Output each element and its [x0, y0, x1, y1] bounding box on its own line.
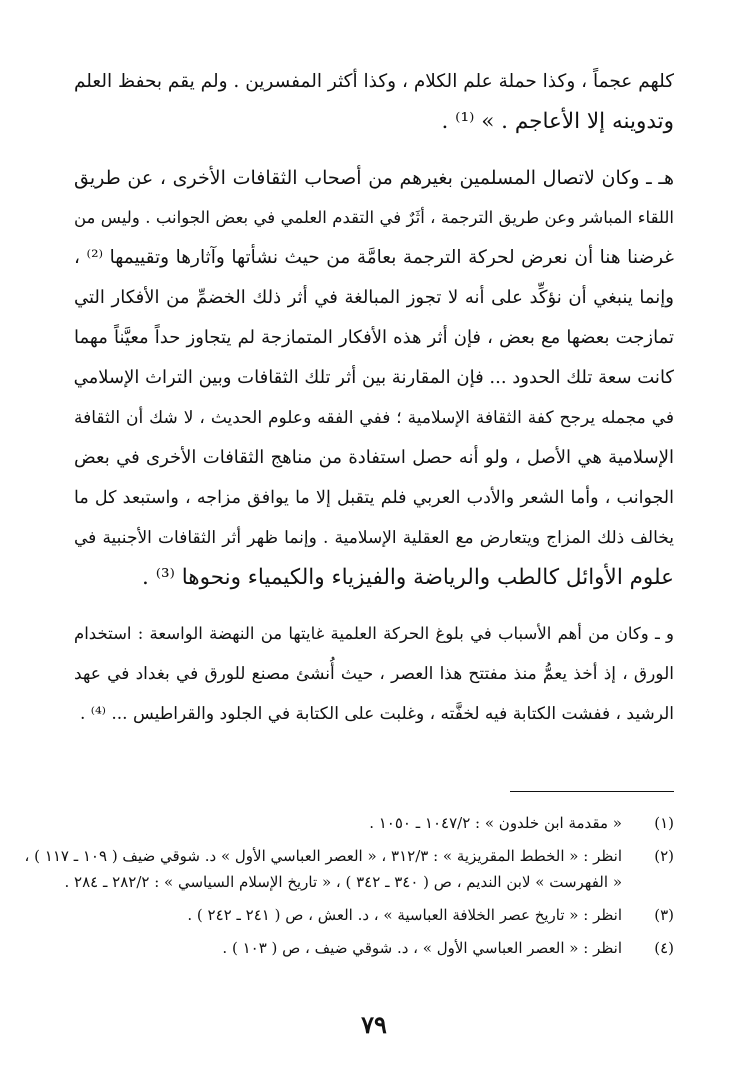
footnote-number: (٤): [654, 939, 674, 957]
footnote: [74, 935, 674, 961]
footnote-divider: [510, 791, 674, 792]
footnote-line: انظر : « العصر العباسي الأول » ، د. شوقي ضيف ، ص ( ١٠٣ ) .: [222, 939, 622, 957]
text-line: في مجمله يرجح كفة الثقافة الإسلامية ؛ ففي الفقه وعلوم الحديث ، لا شك أن الثقافة: [74, 408, 674, 428]
text-line: وإنما ينبغي أن نؤكِّد على أنه لا تجوز المبالغة في أثر ذلك الخضمِّ من الأفكار التي: [74, 287, 674, 308]
text-line: و ـ وكان من أهم الأسباب في بلوغ الحركة العلمية غايتها من النهضة الواسعة : استخدام: [74, 624, 674, 643]
text-line: الإسلامية هي الأصل ، ولو أنه حصل استفادة من مناهج الثقافات الأخرى في بعض: [74, 447, 674, 468]
footnote: [74, 810, 674, 836]
footnote-line: « الفهرست » لابن النديم ، ص ( ٣٤٠ ـ ٣٤٢ ) ، « تاريخ الإسلام السياسي » : ٢٨٢/٢ ـ ٢٨٤ .: [64, 873, 622, 891]
footnote: [24, 843, 674, 895]
footnote-text: [74, 935, 622, 961]
text-line: الورق ، إذ أخذ يعمُّ منذ مفتتح هذا العصر ، حيث أُنشئ مصنع للورق في بغداد في عهد: [74, 664, 674, 684]
footnote-line: « مقدمة ابن خلدون » : ١٠٤٧/٢ ـ ١٠٥٠ .: [369, 814, 622, 832]
text-line: يخالف ذلك المزاج ويتعارض مع العقلية الإسلامية . وإنما ظهر أثر الثقافات الأجنبية في: [74, 528, 674, 548]
footnote-line: انظر : « الخطط المقريزية » : ٣١٢/٣ ، « العصر العباسي الأول » د. شوقي ضيف ( ١٠٩ ـ ١١٧ ) ،: [24, 847, 622, 865]
footnote-text: [74, 902, 622, 928]
text-line: كانت سعة تلك الحدود ... فإن المقارنة بين أثر تلك الثقافات وبين التراث الإسلامي: [74, 367, 674, 388]
text-line: وتدوينه إلا الأعاجم . » ⁽¹⁾ .: [441, 109, 674, 134]
text-line: اللقاء المباشر وعن طريق الترجمة ، أثَرٌ في التقدم العلمي في بعض الجوانب . وليس من: [74, 208, 674, 227]
main-text: [74, 62, 674, 734]
footnote-text: [25, 843, 622, 895]
footnote: [74, 902, 674, 928]
text-line: كلهم عجماً ، وكذا حملة علم الكلام ، وكذا أكثر المفسرين . ولم يقم بحفظ العلم: [74, 71, 674, 92]
paragraph: [74, 158, 674, 598]
text-line: الجوانب ، وأما الشعر والأدب العربي فلم يتقبل إلا ما يوافق مزاجه ، واستبعد كل ما: [74, 488, 674, 508]
paragraph: [74, 614, 674, 734]
paragraph: [74, 62, 674, 142]
text-line: علوم الأوائل كالطب والرياضة والفيزياء والكيمياء ونحوها ⁽³⁾ .: [142, 565, 674, 590]
footnote-number: (٢): [654, 847, 674, 865]
footnotes: [24, 810, 674, 968]
text-line: تمازجت بعضها مع بعض ، فإن أثر هذه الأفكار المتمازجة لم يتجاوز حداً معيَّناً مهما: [74, 327, 674, 348]
footnote-line: انظر : « تاريخ عصر الخلافة العباسية » ، د. العش ، ص ( ٢٤١ ـ ٢٤٢ ) .: [187, 906, 622, 924]
footnote-number: (١): [654, 814, 674, 832]
page-number: ٧٩: [361, 1010, 387, 1039]
text-line: غرضنا هنا أن نعرض لحركة الترجمة بعامَّة من حيث نشأتها وآثارها وتقييمها ⁽²⁾ ،: [74, 247, 674, 268]
text-line: الرشيد ، ففشت الكتابة فيه لخفَّته ، وغلبت على الكتابة في الجلود والقراطيس ... ⁽⁴⁾ .: [79, 704, 674, 724]
footnote-text: [74, 810, 622, 836]
text-line: هـ ـ وكان لاتصال المسلمين بغيرهم من أصحاب الثقافات الأخرى ، عن طريق: [74, 167, 674, 189]
footnote-number: (٣): [654, 906, 674, 924]
